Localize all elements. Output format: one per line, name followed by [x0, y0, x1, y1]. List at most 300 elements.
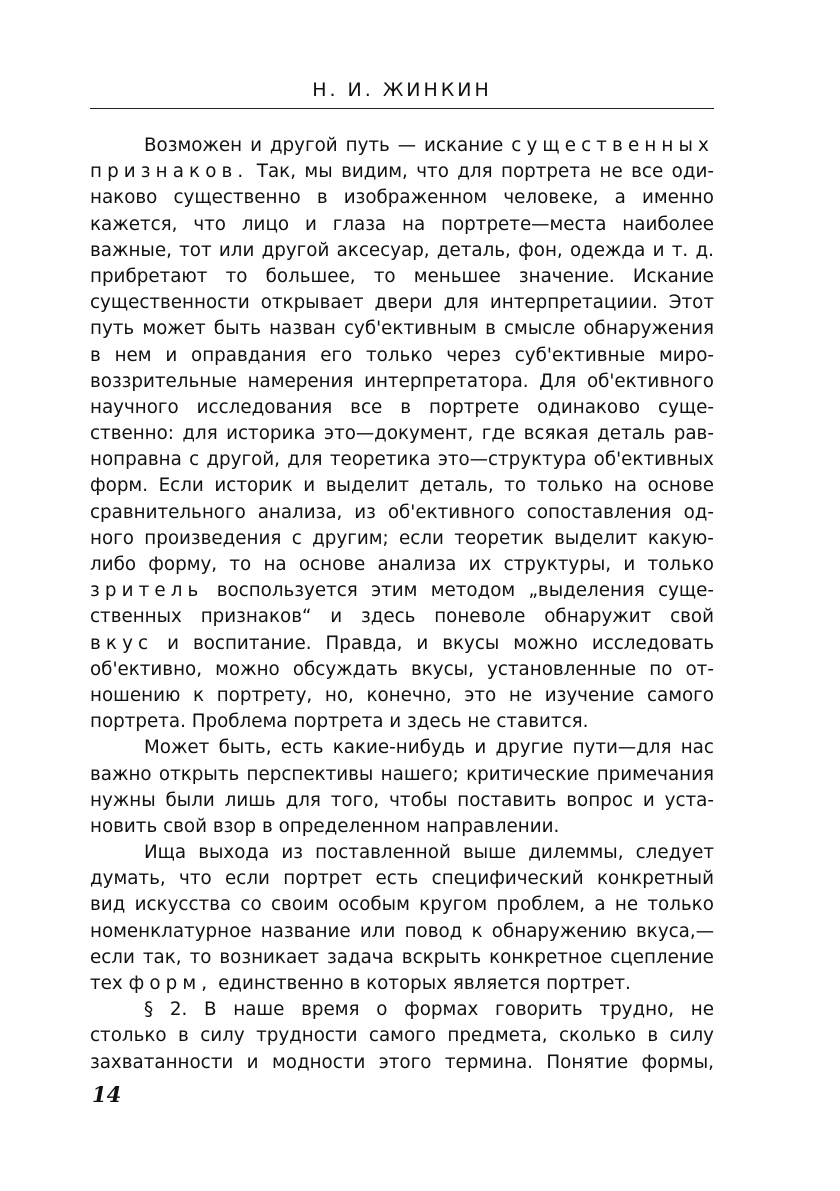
- word: ноправна: [90, 449, 182, 471]
- header-rule: [90, 108, 714, 109]
- word: быть,: [218, 737, 272, 759]
- text-line: [90, 683, 714, 709]
- word: где: [481, 423, 516, 445]
- paragraph: [90, 840, 714, 997]
- word: можно: [215, 658, 280, 680]
- word: чтобы: [389, 789, 448, 811]
- word: в: [90, 344, 101, 366]
- word: этого: [378, 1051, 432, 1073]
- text-line: [90, 814, 714, 840]
- word: существенных: [511, 135, 714, 156]
- word: возникает: [219, 946, 320, 968]
- word: видим,: [341, 161, 408, 183]
- word: то: [189, 946, 212, 968]
- word: к: [193, 684, 205, 706]
- text-line: [90, 133, 714, 159]
- word: кругом: [419, 894, 488, 916]
- word: оправдания: [191, 344, 307, 366]
- word: воспользуется: [216, 580, 358, 602]
- word: существенности: [90, 292, 250, 314]
- text-line: [90, 631, 714, 657]
- word: если: [225, 868, 270, 890]
- word: об'ективных: [593, 449, 714, 471]
- word: воззрительные: [90, 370, 237, 392]
- word: зритель: [90, 580, 204, 602]
- word: обсуждать: [292, 658, 398, 680]
- word: если: [399, 527, 444, 549]
- word: из: [281, 842, 303, 864]
- word: значение.: [518, 265, 615, 287]
- word: другой: [261, 239, 330, 261]
- word: портрета.: [90, 711, 186, 733]
- word: и: [246, 1051, 259, 1073]
- word: следует: [635, 842, 714, 864]
- word: или: [218, 239, 255, 261]
- word: деталь,: [419, 475, 494, 497]
- word: через: [446, 344, 501, 366]
- word: Этот: [668, 292, 714, 314]
- word: Возможен: [144, 135, 243, 156]
- word: с: [189, 449, 200, 471]
- word: формах: [404, 999, 479, 1021]
- word: признаков.: [90, 161, 249, 183]
- word: на: [613, 475, 637, 497]
- word: важные,: [90, 239, 172, 261]
- text-line: [90, 526, 714, 552]
- word: самого: [646, 684, 714, 706]
- word: Так,: [256, 161, 297, 183]
- word: миро-: [658, 344, 714, 366]
- word: большее,: [265, 265, 356, 287]
- word: новить: [90, 815, 158, 837]
- word: а: [594, 894, 606, 916]
- word: искание: [424, 135, 504, 156]
- word: в: [400, 396, 411, 418]
- word: и: [165, 344, 178, 366]
- word: вопрос: [566, 789, 634, 811]
- word: своим: [270, 894, 329, 916]
- word: другой,: [206, 449, 280, 471]
- word: перспективы: [246, 763, 374, 785]
- word: в: [316, 187, 328, 209]
- word: какую-: [647, 527, 714, 549]
- word: ставится.: [496, 711, 589, 733]
- word: §: [144, 999, 154, 1021]
- word: какие-нибудь: [332, 737, 466, 759]
- word: особым: [337, 894, 410, 916]
- text-line: [90, 238, 714, 264]
- word: суще-: [658, 396, 714, 418]
- word: в: [349, 973, 361, 994]
- word: портрету,: [216, 684, 313, 706]
- word: историк: [214, 475, 293, 497]
- word: думать,: [90, 868, 166, 890]
- word: в: [485, 318, 496, 340]
- word: по: [649, 658, 673, 680]
- word: для: [285, 789, 321, 811]
- word: выхода: [198, 842, 270, 864]
- text-line: [90, 316, 714, 342]
- word: можно: [513, 632, 578, 654]
- word: проблем,: [496, 894, 586, 916]
- word: наиболее: [622, 213, 714, 235]
- word: Для: [539, 370, 577, 392]
- word: есть: [280, 737, 324, 759]
- word: взор: [212, 815, 257, 837]
- word: термина.: [444, 1051, 533, 1073]
- word: мы: [304, 161, 333, 183]
- word: только: [366, 344, 433, 366]
- word: суще-: [658, 580, 714, 602]
- word: одежда: [569, 239, 646, 261]
- word: другой: [269, 135, 338, 156]
- word: трудно,: [599, 999, 675, 1021]
- word: портрете: [428, 396, 520, 418]
- word: Может: [144, 737, 210, 759]
- word: оди-: [671, 161, 714, 183]
- word: что: [193, 213, 226, 235]
- word: для: [457, 161, 493, 183]
- word: изучение: [544, 684, 635, 706]
- word: критические: [466, 763, 590, 785]
- word: наше: [233, 999, 285, 1021]
- word: сцепление: [610, 946, 714, 968]
- word: обнаружения: [583, 318, 714, 340]
- word: предмета,: [447, 1025, 548, 1047]
- word: методом: [430, 580, 516, 602]
- word: существенно: [173, 187, 301, 209]
- word: другим;: [312, 527, 389, 549]
- word: конечно,: [366, 684, 452, 706]
- word: лицо: [241, 213, 290, 235]
- word: со: [240, 894, 262, 916]
- word: название: [260, 920, 351, 942]
- word: глаза: [332, 213, 387, 235]
- word: нашего;: [380, 763, 459, 785]
- text-line: [90, 945, 714, 971]
- word: и: [623, 554, 636, 575]
- word: силу: [200, 1025, 245, 1047]
- word: для: [182, 423, 218, 445]
- word: уста-: [664, 789, 714, 811]
- word: свой: [670, 606, 714, 628]
- word: портрета: [293, 711, 384, 733]
- word: важно: [90, 763, 152, 785]
- text-line: [90, 473, 714, 499]
- word: свой: [163, 815, 207, 837]
- word: к: [471, 920, 483, 942]
- word: интерпретатора.: [364, 370, 529, 392]
- word: которых: [366, 973, 447, 994]
- text-line: [90, 369, 714, 395]
- word: только: [536, 475, 604, 497]
- word: путь: [90, 318, 135, 340]
- running-head: Н. И. ЖИНКИН: [312, 79, 492, 101]
- word: другие: [495, 737, 564, 759]
- word: тот: [179, 239, 212, 261]
- word: быть: [213, 318, 261, 340]
- word: тех: [90, 973, 123, 994]
- word: и: [167, 632, 180, 654]
- word: в: [261, 815, 273, 837]
- word: Ища: [144, 842, 187, 864]
- text-line: [90, 1050, 714, 1076]
- word: вид: [90, 894, 126, 916]
- text-line: [90, 159, 714, 185]
- word: не: [599, 161, 623, 183]
- word: и: [642, 789, 655, 811]
- word: есть: [375, 868, 419, 890]
- word: научного: [90, 396, 179, 418]
- word: только: [647, 894, 714, 916]
- word: основе: [298, 554, 366, 575]
- word: конкретный: [597, 868, 714, 890]
- word: были: [165, 789, 215, 811]
- text-line: [90, 735, 714, 761]
- word: от-: [685, 658, 714, 680]
- word: пути—для: [572, 737, 672, 759]
- word: „выделения: [528, 580, 645, 602]
- word: этим: [371, 580, 418, 602]
- text-line: [90, 343, 714, 369]
- word: открывает: [260, 292, 364, 314]
- text-line: [90, 997, 714, 1023]
- word: здесь: [407, 711, 462, 733]
- word: номенклатурное: [90, 920, 252, 942]
- word: на: [402, 213, 426, 235]
- word: ственно:: [90, 423, 174, 445]
- word: конкретное: [489, 946, 603, 968]
- text-line: [90, 788, 714, 814]
- word: назван: [269, 318, 336, 340]
- word: об'ективного: [586, 370, 714, 392]
- text-line: [90, 578, 714, 604]
- word: од-: [683, 501, 714, 523]
- word: примечания: [596, 763, 714, 785]
- word: не: [690, 999, 714, 1021]
- word: то: [504, 475, 527, 497]
- word: и: [303, 475, 316, 497]
- word: нас: [680, 737, 714, 759]
- word: суб'ективным: [344, 318, 477, 340]
- word: Искание: [632, 265, 714, 287]
- word: портрете—места: [441, 213, 607, 235]
- word: либо: [90, 554, 137, 575]
- word: форм.: [90, 475, 149, 497]
- word: повод: [404, 920, 463, 942]
- text-line: [90, 762, 714, 788]
- word: их: [468, 554, 492, 575]
- word: историка: [226, 423, 316, 445]
- text-line: [90, 290, 714, 316]
- word: определенном: [278, 815, 421, 837]
- word: что: [179, 868, 212, 890]
- word: человеке,: [503, 187, 599, 209]
- word: это—структура: [437, 449, 587, 471]
- word: сколько: [558, 1025, 636, 1047]
- word: ношению: [90, 684, 181, 706]
- word: меньшее: [413, 265, 501, 287]
- word: вкусы: [442, 632, 500, 654]
- word: трудности: [256, 1025, 358, 1047]
- text-line: [90, 447, 714, 473]
- paragraph: [90, 133, 714, 735]
- word: деталь,: [436, 239, 511, 261]
- word: В: [204, 999, 217, 1021]
- word: может: [142, 318, 206, 340]
- word: одинаково: [537, 396, 641, 418]
- word: Правда,: [325, 632, 403, 654]
- text-line: [90, 866, 714, 892]
- word: силу: [669, 1025, 714, 1047]
- word: дилеммы,: [528, 842, 624, 864]
- word: вкусы,: [410, 658, 474, 680]
- text-line: [90, 892, 714, 918]
- word: сопоставления: [526, 501, 672, 523]
- word: и: [330, 606, 343, 628]
- word: то: [229, 554, 252, 575]
- word: портрет.: [546, 973, 631, 994]
- word: направлении.: [426, 815, 560, 837]
- word: об'ективного: [387, 501, 515, 523]
- page-number: 14: [92, 1082, 122, 1107]
- word: суб'ективные: [514, 344, 646, 366]
- word: столько: [90, 1025, 167, 1047]
- word: аксесуар,: [336, 239, 430, 261]
- word: и: [389, 711, 402, 733]
- word: это: [464, 684, 497, 706]
- word: с: [291, 527, 302, 549]
- word: 2.: [169, 999, 188, 1021]
- word: и: [304, 213, 317, 235]
- word: фон,: [518, 239, 563, 261]
- paragraph: [90, 735, 714, 840]
- word: то: [373, 265, 396, 287]
- word: форм,: [128, 973, 213, 994]
- word: рав-: [673, 423, 714, 445]
- word: поневоле: [434, 606, 526, 628]
- word: —: [397, 135, 417, 156]
- word: ного: [90, 527, 134, 549]
- word: и: [416, 632, 429, 654]
- word: двери: [374, 292, 433, 314]
- word: об'ективно,: [90, 658, 203, 680]
- word: основе: [647, 475, 714, 497]
- word: путь: [345, 135, 390, 156]
- word: того,: [330, 789, 380, 811]
- text-line: [90, 212, 714, 238]
- word: выделит: [554, 527, 638, 549]
- word: ственных: [90, 606, 182, 628]
- word: искусства: [134, 894, 232, 916]
- word: специфический: [431, 868, 584, 890]
- text-line: [90, 604, 714, 630]
- word: является: [452, 973, 541, 994]
- word: кажется,: [90, 213, 178, 235]
- text-line: [90, 185, 714, 211]
- word: единственно: [218, 973, 344, 994]
- word: на: [263, 554, 287, 575]
- text-line: [90, 421, 714, 447]
- text-line: [90, 1023, 714, 1049]
- word: произведения: [144, 527, 282, 549]
- word: и: [652, 239, 665, 261]
- word: то: [225, 265, 248, 287]
- word: формы,: [641, 1051, 714, 1073]
- word: время: [301, 999, 360, 1021]
- word: или: [359, 920, 396, 942]
- word: в: [647, 1025, 659, 1047]
- word: воспитание.: [192, 632, 312, 654]
- word: но,: [324, 684, 354, 706]
- text-line: [90, 840, 714, 866]
- word: признаков“: [200, 606, 312, 628]
- word: нем: [114, 344, 152, 366]
- text-line: [90, 395, 714, 421]
- word: здесь: [360, 606, 416, 628]
- word: интерпретациии.: [489, 292, 658, 314]
- word: обнаружит: [544, 606, 652, 628]
- word: все: [631, 161, 664, 183]
- word: Если: [158, 475, 204, 497]
- word: теоретик: [454, 527, 544, 549]
- word: нужны: [90, 789, 156, 811]
- text-line: [90, 500, 714, 526]
- word: анализа: [377, 554, 457, 575]
- word: исследования: [196, 396, 333, 418]
- word: модности: [271, 1051, 366, 1073]
- word: лишь: [224, 789, 276, 811]
- text-line: [90, 971, 714, 997]
- word: Проблема: [191, 711, 288, 733]
- text-line: [90, 709, 714, 735]
- word: Понятие: [546, 1051, 629, 1073]
- text-line: [90, 264, 714, 290]
- word: форму,: [148, 554, 218, 575]
- word: не: [614, 894, 639, 916]
- word: если: [90, 946, 135, 968]
- paragraph: [90, 997, 714, 1076]
- word: его: [320, 344, 353, 366]
- word: сравнительного: [90, 501, 246, 523]
- word: структуры,: [503, 554, 612, 575]
- word: для: [443, 292, 479, 314]
- word: так,: [142, 946, 182, 968]
- word: портрет: [283, 868, 363, 890]
- word: д.: [695, 239, 714, 261]
- word: анализа,: [257, 501, 343, 523]
- word: для: [287, 449, 323, 471]
- text-line: [90, 657, 714, 683]
- word: вкуса,—: [636, 920, 714, 942]
- word: и: [250, 135, 262, 156]
- text-line: [90, 919, 714, 945]
- word: портрета: [501, 161, 592, 183]
- word: установленные: [487, 658, 637, 680]
- word: только: [647, 554, 714, 575]
- word: что: [416, 161, 449, 183]
- word: поставить: [457, 789, 557, 811]
- word: обнаружению: [491, 920, 627, 942]
- word: выделит: [325, 475, 410, 497]
- body-text: [90, 133, 714, 1076]
- word: самого: [368, 1025, 436, 1047]
- word: а: [614, 187, 626, 209]
- word: теоретика: [329, 449, 431, 471]
- word: захватанности: [90, 1051, 234, 1073]
- word: намерения: [247, 370, 354, 392]
- word: это—документ,: [324, 423, 474, 445]
